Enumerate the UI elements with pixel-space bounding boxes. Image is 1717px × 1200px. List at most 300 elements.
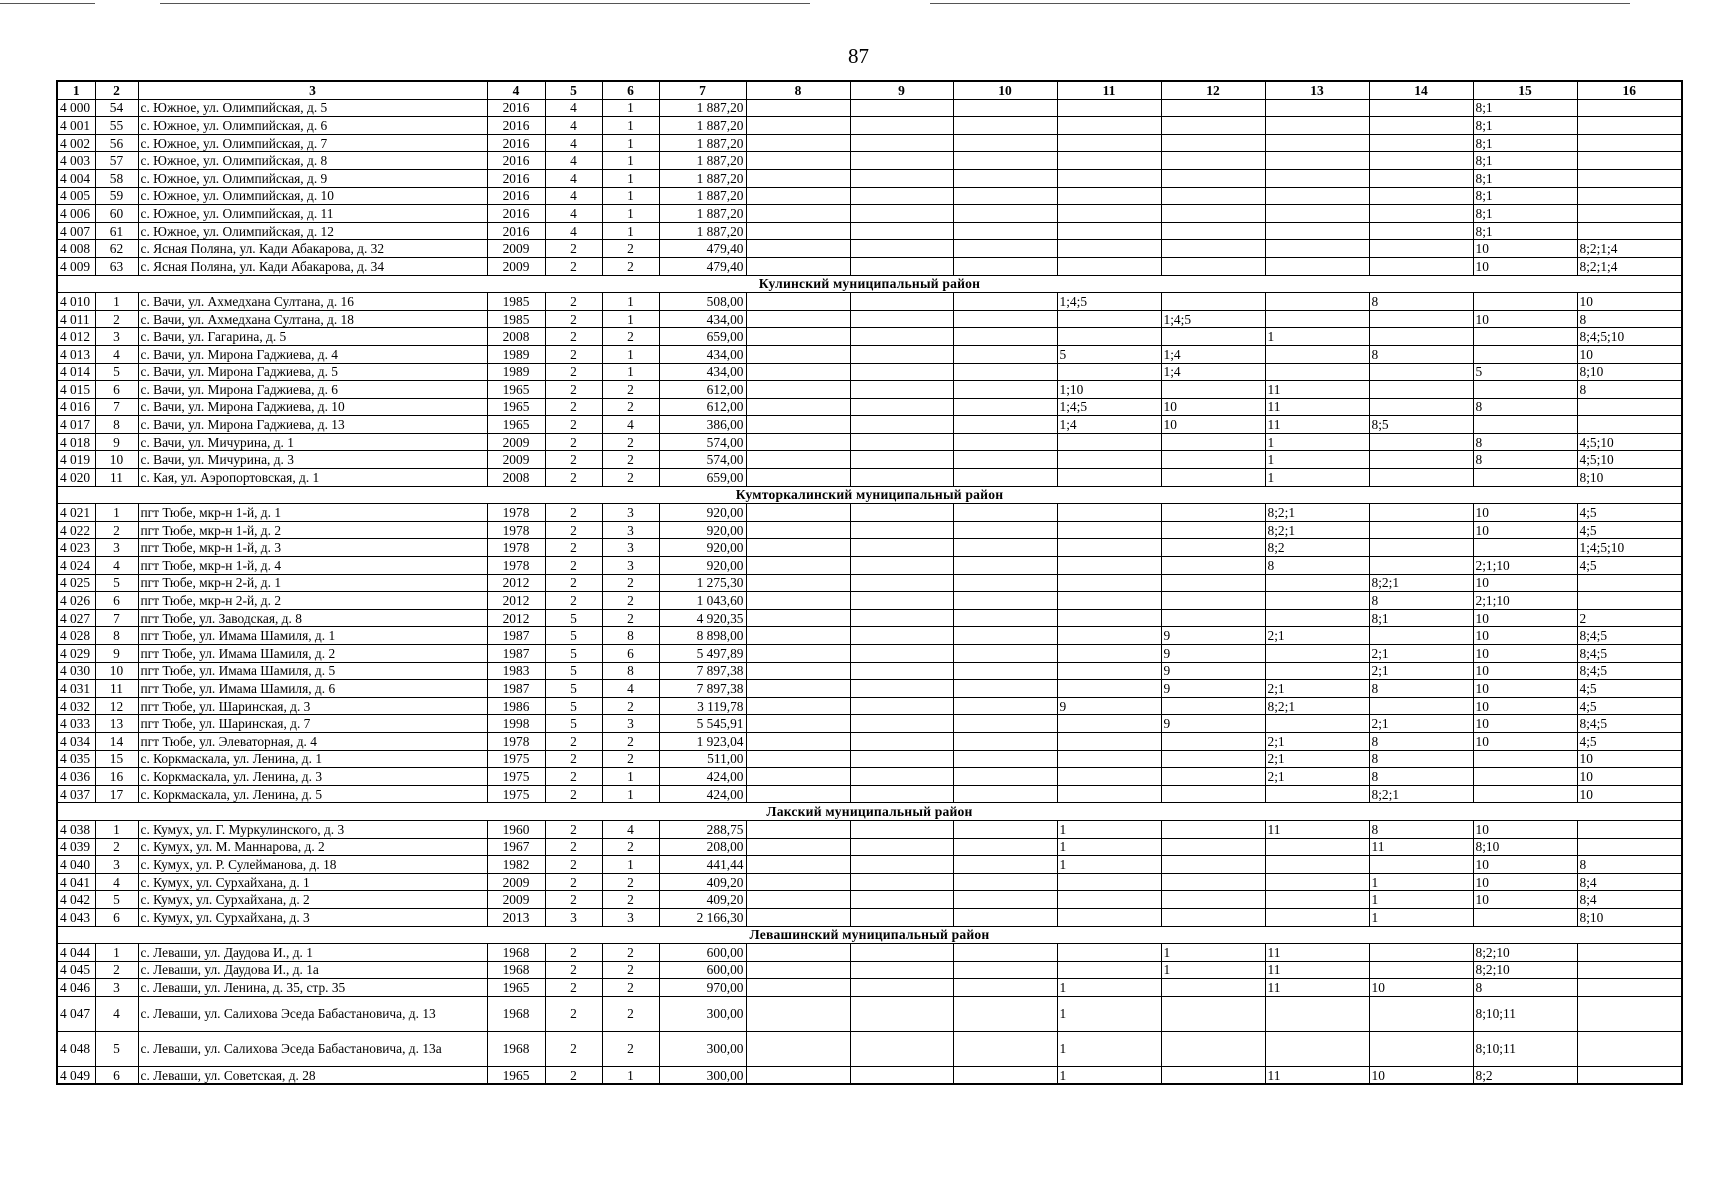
- cell-col-11: [1057, 539, 1161, 557]
- cell-col-3: с. Вачи, ул. Ахмедхана Султана, д. 16: [138, 293, 487, 311]
- cell-col-14: 8: [1369, 820, 1473, 838]
- cell-col-10: [953, 504, 1057, 522]
- cell-col-3: с. Кумух, ул. Г. Муркулинского, д. 3: [138, 820, 487, 838]
- cell-col-8: [746, 257, 850, 275]
- cell-col-12: [1161, 257, 1265, 275]
- cell-col-10: [953, 363, 1057, 381]
- scan-edge-line: [160, 3, 810, 4]
- cell-col-15: 8;10;11: [1473, 1031, 1577, 1066]
- cell-col-8: [746, 557, 850, 575]
- cell-col-6: 2: [602, 240, 659, 258]
- cell-col-4: 1985: [487, 293, 545, 311]
- table-row: [57, 433, 1682, 451]
- cell-col-4: 1968: [487, 944, 545, 962]
- cell-col-2: 9: [95, 433, 138, 451]
- cell-col-5: 2: [545, 310, 602, 328]
- cell-col-12: 9: [1161, 627, 1265, 645]
- cell-col-6: 1: [602, 134, 659, 152]
- cell-col-8: [746, 416, 850, 434]
- table-row: [57, 627, 1682, 645]
- cell-col-4: 2009: [487, 257, 545, 275]
- cell-col-7: 920,00: [659, 539, 746, 557]
- cell-col-14: [1369, 697, 1473, 715]
- cell-col-6: 1: [602, 152, 659, 170]
- cell-col-10: [953, 451, 1057, 469]
- table-row: [57, 152, 1682, 170]
- cell-col-3: с. Ясная Поляна, ул. Кади Абакарова, д. 34: [138, 257, 487, 275]
- cell-col-2: 3: [95, 979, 138, 997]
- cell-col-16: 8: [1577, 381, 1682, 399]
- cell-col-9: [850, 908, 953, 926]
- cell-col-1: 4 042: [57, 891, 95, 909]
- cell-col-10: [953, 768, 1057, 786]
- cell-col-15: [1473, 750, 1577, 768]
- cell-col-4: 1965: [487, 381, 545, 399]
- cell-col-3: с. Леваши, ул. Даудова И., д. 1а: [138, 961, 487, 979]
- cell-col-11: 1;4;5: [1057, 398, 1161, 416]
- cell-col-12: [1161, 838, 1265, 856]
- table-row: [57, 451, 1682, 469]
- cell-col-13: 8;2;1: [1265, 521, 1369, 539]
- cell-col-3: с. Кумух, ул. Сурхайхана, д. 1: [138, 873, 487, 891]
- cell-col-14: [1369, 381, 1473, 399]
- cell-col-14: 8: [1369, 680, 1473, 698]
- cell-col-9: [850, 451, 953, 469]
- cell-col-4: 2016: [487, 134, 545, 152]
- cell-col-11: [1057, 557, 1161, 575]
- cell-col-12: [1161, 1031, 1265, 1066]
- cell-col-11: [1057, 310, 1161, 328]
- cell-col-16: [1577, 961, 1682, 979]
- cell-col-11: [1057, 715, 1161, 733]
- district-name: Кумторкалинский муниципальный район: [57, 486, 1682, 504]
- table-row: [57, 310, 1682, 328]
- cell-col-10: [953, 539, 1057, 557]
- cell-col-10: [953, 856, 1057, 874]
- table-row: [57, 961, 1682, 979]
- table-row: [57, 768, 1682, 786]
- table-row: [57, 363, 1682, 381]
- cell-col-6: 2: [602, 574, 659, 592]
- cell-col-3: пгт Тюбе, мкр-н 2-й, д. 2: [138, 592, 487, 610]
- cell-col-2: 15: [95, 750, 138, 768]
- cell-col-3: с. Кумух, ул. Сурхайхана, д. 3: [138, 908, 487, 926]
- cell-col-2: 14: [95, 732, 138, 750]
- cell-col-1: 4 017: [57, 416, 95, 434]
- cell-col-14: 11: [1369, 838, 1473, 856]
- cell-col-5: 5: [545, 697, 602, 715]
- cell-col-4: 1998: [487, 715, 545, 733]
- cell-col-14: [1369, 99, 1473, 117]
- cell-col-16: 4;5: [1577, 557, 1682, 575]
- cell-col-5: 2: [545, 750, 602, 768]
- cell-col-2: 3: [95, 328, 138, 346]
- district-heading-row: [57, 275, 1682, 293]
- cell-col-16: [1577, 838, 1682, 856]
- cell-col-16: 8: [1577, 310, 1682, 328]
- cell-col-8: [746, 961, 850, 979]
- cell-col-9: [850, 398, 953, 416]
- cell-col-6: 2: [602, 732, 659, 750]
- cell-col-11: [1057, 944, 1161, 962]
- cell-col-2: 3: [95, 539, 138, 557]
- cell-col-11: 1;4: [1057, 416, 1161, 434]
- cell-col-6: 6: [602, 645, 659, 663]
- cell-col-12: [1161, 750, 1265, 768]
- cell-col-10: [953, 732, 1057, 750]
- cell-col-3: с. Леваши, ул. Советская, д. 28: [138, 1066, 487, 1084]
- table-row: [57, 592, 1682, 610]
- cell-col-9: [850, 557, 953, 575]
- cell-col-6: 3: [602, 908, 659, 926]
- cell-col-15: 10: [1473, 697, 1577, 715]
- cell-col-1: 4 004: [57, 169, 95, 187]
- cell-col-13: 1: [1265, 328, 1369, 346]
- cell-col-10: [953, 557, 1057, 575]
- cell-col-3: с. Южное, ул. Олимпийская, д. 12: [138, 222, 487, 240]
- cell-col-9: [850, 680, 953, 698]
- cell-col-12: [1161, 574, 1265, 592]
- cell-col-9: [850, 592, 953, 610]
- cell-col-16: [1577, 205, 1682, 223]
- cell-col-4: 1975: [487, 785, 545, 803]
- cell-col-10: [953, 627, 1057, 645]
- cell-col-1: 4 025: [57, 574, 95, 592]
- cell-col-14: [1369, 557, 1473, 575]
- cell-col-2: 4: [95, 557, 138, 575]
- table-row: [57, 891, 1682, 909]
- cell-col-6: 1: [602, 768, 659, 786]
- cell-col-10: [953, 310, 1057, 328]
- cell-col-6: 2: [602, 609, 659, 627]
- cell-col-13: 2;1: [1265, 627, 1369, 645]
- cell-col-5: 3: [545, 908, 602, 926]
- cell-col-2: 12: [95, 697, 138, 715]
- cell-col-6: 2: [602, 381, 659, 399]
- cell-col-1: 4 005: [57, 187, 95, 205]
- cell-col-14: [1369, 856, 1473, 874]
- cell-col-5: 2: [545, 345, 602, 363]
- district-name: Лакский муниципальный район: [57, 803, 1682, 821]
- cell-col-11: 1: [1057, 1066, 1161, 1084]
- cell-col-7: 424,00: [659, 768, 746, 786]
- cell-col-8: [746, 363, 850, 381]
- cell-col-7: 1 887,20: [659, 205, 746, 223]
- cell-col-6: 1: [602, 205, 659, 223]
- cell-col-11: [1057, 187, 1161, 205]
- cell-col-5: 2: [545, 539, 602, 557]
- cell-col-5: 4: [545, 99, 602, 117]
- table-row: [57, 645, 1682, 663]
- cell-col-16: 10: [1577, 750, 1682, 768]
- cell-col-16: 10: [1577, 768, 1682, 786]
- cell-col-15: 10: [1473, 645, 1577, 663]
- cell-col-15: 10: [1473, 574, 1577, 592]
- cell-col-7: 300,00: [659, 1031, 746, 1066]
- cell-col-9: [850, 873, 953, 891]
- cell-col-4: 2009: [487, 240, 545, 258]
- cell-col-14: [1369, 222, 1473, 240]
- cell-col-15: [1473, 768, 1577, 786]
- cell-col-2: 1: [95, 504, 138, 522]
- cell-col-6: 3: [602, 557, 659, 575]
- cell-col-10: [953, 750, 1057, 768]
- cell-col-6: 2: [602, 451, 659, 469]
- cell-col-6: 2: [602, 398, 659, 416]
- cell-col-11: 1: [1057, 820, 1161, 838]
- cell-col-4: 1978: [487, 557, 545, 575]
- cell-col-13: [1265, 240, 1369, 258]
- cell-col-11: 9: [1057, 697, 1161, 715]
- cell-col-12: 9: [1161, 680, 1265, 698]
- cell-col-11: [1057, 363, 1161, 381]
- cell-col-5: 4: [545, 205, 602, 223]
- cell-col-10: [953, 715, 1057, 733]
- cell-col-16: [1577, 187, 1682, 205]
- cell-col-14: [1369, 996, 1473, 1031]
- cell-col-4: 1987: [487, 680, 545, 698]
- cell-col-10: [953, 99, 1057, 117]
- cell-col-7: 7 897,38: [659, 662, 746, 680]
- cell-col-10: [953, 469, 1057, 487]
- cell-col-7: 1 887,20: [659, 187, 746, 205]
- cell-col-5: 2: [545, 574, 602, 592]
- cell-col-15: 10: [1473, 662, 1577, 680]
- cell-col-8: [746, 345, 850, 363]
- cell-col-14: [1369, 451, 1473, 469]
- cell-col-16: [1577, 574, 1682, 592]
- housing-register-table: [56, 80, 1683, 1085]
- table-row: [57, 662, 1682, 680]
- cell-col-15: 5: [1473, 363, 1577, 381]
- cell-col-8: [746, 469, 850, 487]
- cell-col-3: с. Вачи, ул. Мирона Гаджиева, д. 13: [138, 416, 487, 434]
- table-row: [57, 680, 1682, 698]
- cell-col-8: [746, 222, 850, 240]
- cell-col-4: 2012: [487, 592, 545, 610]
- cell-col-1: 4 003: [57, 152, 95, 170]
- cell-col-3: с. Коркмаскала, ул. Ленина, д. 1: [138, 750, 487, 768]
- cell-col-16: [1577, 944, 1682, 962]
- cell-col-12: [1161, 240, 1265, 258]
- cell-col-1: 4 029: [57, 645, 95, 663]
- cell-col-7: 1 887,20: [659, 99, 746, 117]
- table-row: [57, 257, 1682, 275]
- cell-col-11: 1: [1057, 979, 1161, 997]
- cell-col-16: 8;4: [1577, 873, 1682, 891]
- cell-col-6: 8: [602, 627, 659, 645]
- cell-col-3: пгт Тюбе, ул. Элеваторная, д. 4: [138, 732, 487, 750]
- cell-col-8: [746, 99, 850, 117]
- cell-col-11: [1057, 433, 1161, 451]
- cell-col-5: 2: [545, 785, 602, 803]
- cell-col-16: 2: [1577, 609, 1682, 627]
- cell-col-1: 4 007: [57, 222, 95, 240]
- cell-col-7: 1 887,20: [659, 222, 746, 240]
- cell-col-5: 2: [545, 557, 602, 575]
- cell-col-7: 659,00: [659, 469, 746, 487]
- cell-col-1: 4 022: [57, 521, 95, 539]
- cell-col-7: 1 887,20: [659, 152, 746, 170]
- cell-col-13: 2;1: [1265, 680, 1369, 698]
- cell-col-1: 4 013: [57, 345, 95, 363]
- cell-col-1: 4 014: [57, 363, 95, 381]
- cell-col-9: [850, 117, 953, 135]
- cell-col-5: 2: [545, 1031, 602, 1066]
- cell-col-10: [953, 979, 1057, 997]
- cell-col-1: 4 021: [57, 504, 95, 522]
- cell-col-6: 3: [602, 521, 659, 539]
- cell-col-9: [850, 961, 953, 979]
- cell-col-11: [1057, 873, 1161, 891]
- cell-col-16: 4;5: [1577, 732, 1682, 750]
- cell-col-13: [1265, 293, 1369, 311]
- column-header-8: 8: [746, 81, 850, 99]
- district-heading-row: [57, 803, 1682, 821]
- cell-col-2: 17: [95, 785, 138, 803]
- cell-col-1: 4 041: [57, 873, 95, 891]
- cell-col-9: [850, 205, 953, 223]
- cell-col-3: пгт Тюбе, мкр-н 2-й, д. 1: [138, 574, 487, 592]
- cell-col-9: [850, 381, 953, 399]
- cell-col-4: 1985: [487, 310, 545, 328]
- cell-col-1: 4 046: [57, 979, 95, 997]
- cell-col-14: [1369, 539, 1473, 557]
- cell-col-8: [746, 856, 850, 874]
- cell-col-8: [746, 293, 850, 311]
- table-row: [57, 574, 1682, 592]
- cell-col-16: [1577, 996, 1682, 1031]
- cell-col-5: 2: [545, 979, 602, 997]
- cell-col-7: 441,44: [659, 856, 746, 874]
- cell-col-7: 612,00: [659, 381, 746, 399]
- cell-col-5: 2: [545, 328, 602, 346]
- cell-col-8: [746, 715, 850, 733]
- cell-col-11: 5: [1057, 345, 1161, 363]
- cell-col-7: 1 887,20: [659, 134, 746, 152]
- cell-col-11: 1: [1057, 838, 1161, 856]
- cell-col-10: [953, 169, 1057, 187]
- cell-col-12: [1161, 557, 1265, 575]
- cell-col-15: 8;1: [1473, 152, 1577, 170]
- cell-col-7: 479,40: [659, 257, 746, 275]
- cell-col-12: 1;4: [1161, 363, 1265, 381]
- cell-col-15: 10: [1473, 732, 1577, 750]
- cell-col-11: [1057, 891, 1161, 909]
- cell-col-1: 4 039: [57, 838, 95, 856]
- cell-col-3: с. Ясная Поляна, ул. Кади Абакарова, д. 32: [138, 240, 487, 258]
- cell-col-14: [1369, 1031, 1473, 1066]
- cell-col-14: [1369, 169, 1473, 187]
- cell-col-8: [746, 187, 850, 205]
- cell-col-11: [1057, 768, 1161, 786]
- column-header-16: 16: [1577, 81, 1682, 99]
- cell-col-15: 8;1: [1473, 222, 1577, 240]
- cell-col-8: [746, 117, 850, 135]
- cell-col-4: 1978: [487, 539, 545, 557]
- cell-col-3: с. Вачи, ул. Гагарина, д. 5: [138, 328, 487, 346]
- cell-col-8: [746, 451, 850, 469]
- cell-col-7: 1 887,20: [659, 169, 746, 187]
- cell-col-2: 4: [95, 345, 138, 363]
- cell-col-9: [850, 715, 953, 733]
- cell-col-9: [850, 257, 953, 275]
- cell-col-4: 1989: [487, 363, 545, 381]
- cell-col-15: 10: [1473, 715, 1577, 733]
- cell-col-2: 6: [95, 1066, 138, 1084]
- cell-col-4: 1978: [487, 521, 545, 539]
- cell-col-5: 2: [545, 363, 602, 381]
- table-row: [57, 908, 1682, 926]
- cell-col-3: с. Южное, ул. Олимпийская, д. 5: [138, 99, 487, 117]
- cell-col-7: 920,00: [659, 504, 746, 522]
- cell-col-5: 4: [545, 222, 602, 240]
- cell-col-13: 1: [1265, 451, 1369, 469]
- table-row: [57, 504, 1682, 522]
- cell-col-3: пгт Тюбе, ул. Имама Шамиля, д. 5: [138, 662, 487, 680]
- cell-col-13: [1265, 609, 1369, 627]
- column-header-15: 15: [1473, 81, 1577, 99]
- cell-col-14: [1369, 152, 1473, 170]
- cell-col-3: с. Кумух, ул. Сурхайхана, д. 2: [138, 891, 487, 909]
- cell-col-14: 8: [1369, 768, 1473, 786]
- cell-col-16: 10: [1577, 785, 1682, 803]
- cell-col-7: 574,00: [659, 451, 746, 469]
- cell-col-2: 59: [95, 187, 138, 205]
- table-row: [57, 873, 1682, 891]
- cell-col-10: [953, 134, 1057, 152]
- column-header-11: 11: [1057, 81, 1161, 99]
- cell-col-13: [1265, 363, 1369, 381]
- cell-col-16: 10: [1577, 293, 1682, 311]
- cell-col-5: 2: [545, 451, 602, 469]
- cell-col-16: [1577, 416, 1682, 434]
- cell-col-12: [1161, 328, 1265, 346]
- cell-col-12: [1161, 222, 1265, 240]
- cell-col-16: 4;5;10: [1577, 451, 1682, 469]
- cell-col-5: 2: [545, 257, 602, 275]
- cell-col-7: 1 887,20: [659, 117, 746, 135]
- cell-col-14: 8;2;1: [1369, 785, 1473, 803]
- cell-col-11: [1057, 521, 1161, 539]
- cell-col-12: 9: [1161, 645, 1265, 663]
- cell-col-2: 7: [95, 609, 138, 627]
- cell-col-10: [953, 416, 1057, 434]
- cell-col-9: [850, 187, 953, 205]
- cell-col-14: [1369, 310, 1473, 328]
- cell-col-7: 208,00: [659, 838, 746, 856]
- cell-col-7: 659,00: [659, 328, 746, 346]
- cell-col-8: [746, 891, 850, 909]
- cell-col-12: [1161, 820, 1265, 838]
- cell-col-15: 10: [1473, 873, 1577, 891]
- cell-col-15: 10: [1473, 504, 1577, 522]
- cell-col-6: 2: [602, 1031, 659, 1066]
- cell-col-2: 2: [95, 961, 138, 979]
- cell-col-1: 4 009: [57, 257, 95, 275]
- cell-col-15: 10: [1473, 257, 1577, 275]
- cell-col-14: [1369, 134, 1473, 152]
- table-row: [57, 856, 1682, 874]
- cell-col-1: 4 035: [57, 750, 95, 768]
- cell-col-1: 4 049: [57, 1066, 95, 1084]
- cell-col-2: 4: [95, 873, 138, 891]
- cell-col-16: [1577, 117, 1682, 135]
- cell-col-1: 4 011: [57, 310, 95, 328]
- cell-col-6: 1: [602, 856, 659, 874]
- cell-col-15: 8: [1473, 451, 1577, 469]
- cell-col-10: [953, 609, 1057, 627]
